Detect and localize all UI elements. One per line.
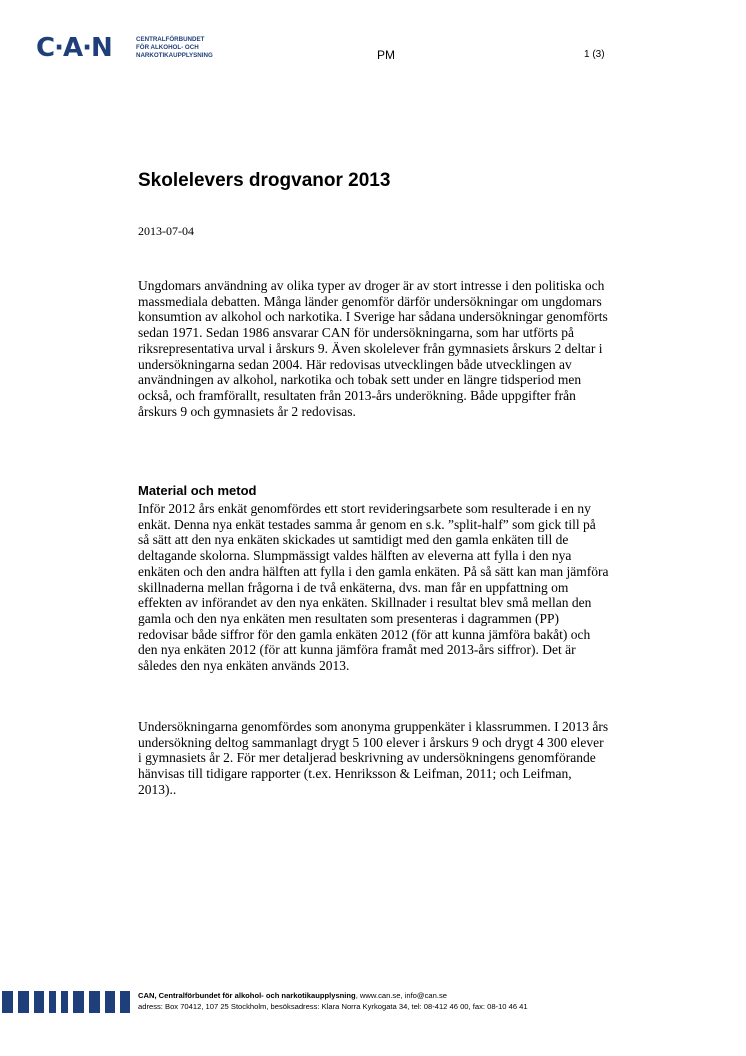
logo-text bbox=[136, 36, 256, 60]
intro-paragraph: Ungdomars användning av olika typer av droger är av stort intresse i den politiska och massmediala debatten. Många länder genomför därför undersökningar om ungdomars konsumtion av alkohol och narkotika. I Sverige har sådana undersökningar genomförts sedan 1971. Sedan 1986 ansvarar CAN för undersökningarna, som har utförts på riksrepresentativa urval i årskurs 9. Även skolelever från gymnasiets årskurs 2 deltar i undersökningarna sedan 2004. Här redovisas utvecklingen både utvecklingen av användningen av alkohol, narkotika och tobak sett under en längre tidsperiod men också, och framförallt, resultaten från 2013-års underökning. Både uppgifter från årskurs 9 och gymnasiets år 2 redovisas. bbox=[138, 278, 608, 419]
footer-bar bbox=[120, 991, 130, 1013]
logo-line-1: CENTRALFÖRBUNDET bbox=[136, 36, 205, 43]
footer-org-name: CAN, Centralförbundet för alkohol- och narkotikaupplysning bbox=[138, 991, 356, 1000]
footer-bar bbox=[61, 991, 68, 1013]
footer-bar bbox=[49, 991, 56, 1013]
footer-contact: , www.can.se, info@can.se bbox=[355, 991, 447, 1000]
footer-line-1 bbox=[138, 990, 738, 1001]
footer-bar bbox=[105, 991, 115, 1013]
logo-line-2: FÖR ALKOHOL- OCH bbox=[136, 44, 199, 51]
page-number: 1 (3) bbox=[584, 49, 605, 60]
document-type: PM bbox=[377, 48, 395, 62]
logo-line-3: NARKOTIKAUPPLYSNING bbox=[136, 52, 213, 59]
section-heading: Material och metod bbox=[138, 483, 257, 498]
footer-bar bbox=[18, 991, 29, 1013]
footer-bar bbox=[2, 991, 13, 1013]
document-title: Skolelevers drogvanor 2013 bbox=[138, 170, 391, 191]
document-date: 2013-07-04 bbox=[138, 224, 194, 238]
logo-mark: C·A·N bbox=[36, 33, 112, 63]
footer-text bbox=[138, 990, 738, 1012]
footer-bar bbox=[89, 991, 100, 1013]
method-paragraph-2: Undersökningarna genomfördes som anonyma gruppenkäter i klassrummen. I 2013 års undersökning deltog sammanlagt drygt 5 100 elever i årskurs 9 och drygt 4 300 elever i gymnasiets år 2. För mer detaljerad beskrivning av undersökningens genomförande hänvisas till tidigare rapporter (t.ex. Henriksson & Leifman, 2011; och Leifman, 2013).. bbox=[138, 719, 609, 797]
method-paragraph-1: Inför 2012 års enkät genomfördes ett stort revideringsarbete som resulterade i en ny enkät. Denna nya enkät testades samma år genom en s.k. ”split-half” som gick till på så sätt att den nya enkäten skickades ut samtidigt med den gamla enkäten till de deltagande skolorna. Slumpmässigt valdes hälften av eleverna att fylla i den nya enkäten och den andra hälften att fylla i den gamla enkäten. På så sätt kan man jämföra skillnaderna mellan frågorna i de två enkäterna, dvs. man får en uppfattning om effekten av införandet av den nya enkäten. Skillnader i resultat blev små mellan den gamla och den nya enkäten men resultaten som presenteras i dagrammen (PP) redovisar både siffror för den gamla enkäten 2012 (för att kunna jämföra bakåt) och den nya enkäten 2012 (för att kunna jämföra framåt med 2013-års siffror). Det är således den nya enkäten används 2013. bbox=[138, 501, 609, 674]
footer-bar bbox=[73, 991, 84, 1013]
footer-address: adress: Box 70412, 107 25 Stockholm, besöksadress: Klara Norra Kyrkogata 34, tel: 08-412 46 00, fax: 08-10 46 41 bbox=[138, 1002, 528, 1011]
footer-bar bbox=[34, 991, 44, 1013]
footer-stripe-logo bbox=[2, 991, 132, 1013]
